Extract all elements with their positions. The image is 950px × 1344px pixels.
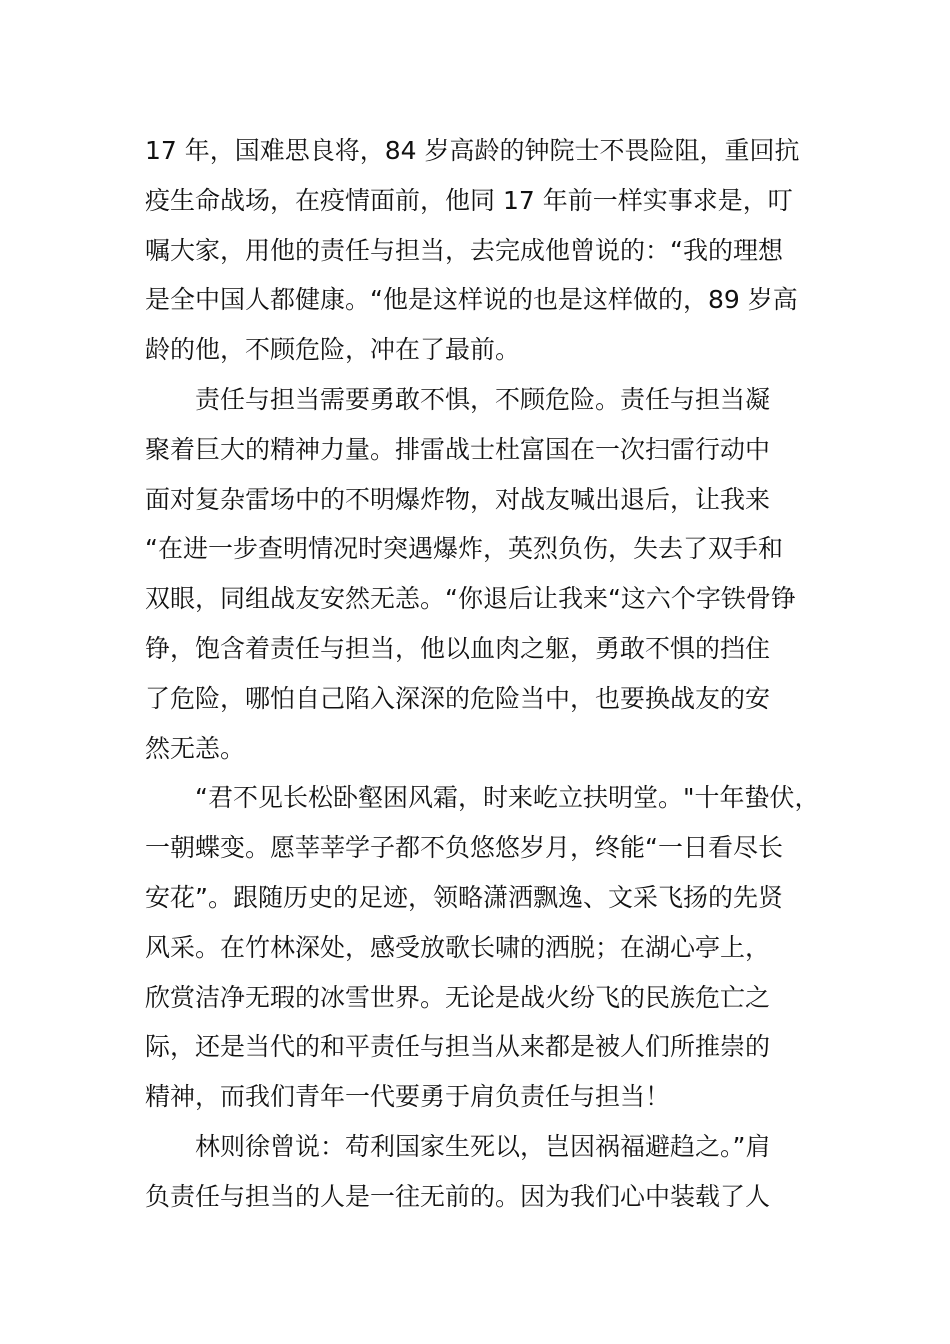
text-line: 安花”。跟随历史的足迹，领略潇洒飘逸、文采飞扬的先贤 (145, 882, 783, 912)
text-line: 然无恙。 (145, 733, 246, 763)
text-line: 面对复杂雷场中的不明爆炸物，对战友喊出退后，让我来 (145, 484, 771, 514)
text-line: “在进一步查明情况时突遇爆炸，英烈负伤，失去了双手和 (145, 534, 783, 564)
text-line: 龄的他，不顾危险，冲在了最前。 (145, 335, 521, 365)
text-line: 际，还是当代的和平责任与担当从来都是被人们所推崇的 (145, 1032, 771, 1062)
essay-text (145, 126, 845, 1222)
paragraph-first-line: “君不见长松卧壑困风霜，时来屹立扶明堂。"十年蛰伏， (195, 783, 820, 813)
text-line: 铮，饱含着责任与担当，他以血肉之躯，勇敢不惧的挡住 (145, 633, 771, 663)
paragraph-first-line: 责任与担当需要勇敢不惧，不顾危险。责任与担当凝 (195, 384, 771, 414)
text-line: 是全中国人都健康。“他是这样说的也是这样做的，89 岁高 (145, 285, 798, 315)
text-line: 精神，而我们青年一代要勇于肩负责任与担当！ (145, 1082, 671, 1112)
text-line: 负责任与担当的人是一往无前的。因为我们心中装载了人 (145, 1181, 771, 1211)
text-line: 一朝蝶变。愿莘莘学子都不负悠悠岁月，终能“一日看尽长 (145, 833, 783, 863)
text-line: 聚着巨大的精神力量。排雷战士杜富国在一次扫雷行动中 (145, 434, 771, 464)
text-line: 17 年，国难思良将，84 岁高龄的钟院士不畏险阻，重回抗 (145, 136, 800, 165)
paragraph-first-line: 林则徐曾说：苟利国家生死以，岂因祸福避趋之。”肩 (195, 1131, 771, 1161)
text-line: 了危险，哪怕自己陷入深深的危险当中，也要换战友的安 (145, 683, 771, 713)
text-line: 欣赏洁净无瑕的冰雪世界。无论是战火纷飞的民族危亡之 (145, 982, 771, 1012)
text-line: 嘱大家，用他的责任与担当，去完成他曾说的：“我的理想 (145, 235, 783, 265)
text-line: 双眼，同组战友安然无恙。“你退后让我来“这六个字铁骨铮 (145, 584, 796, 614)
text-line: 风采。在竹林深处，感受放歌长啸的洒脱；在湖心亭上， (145, 932, 771, 962)
text-line: 疫生命战场，在疫情面前，他同 17 年前一样实事求是，叮 (145, 185, 793, 215)
